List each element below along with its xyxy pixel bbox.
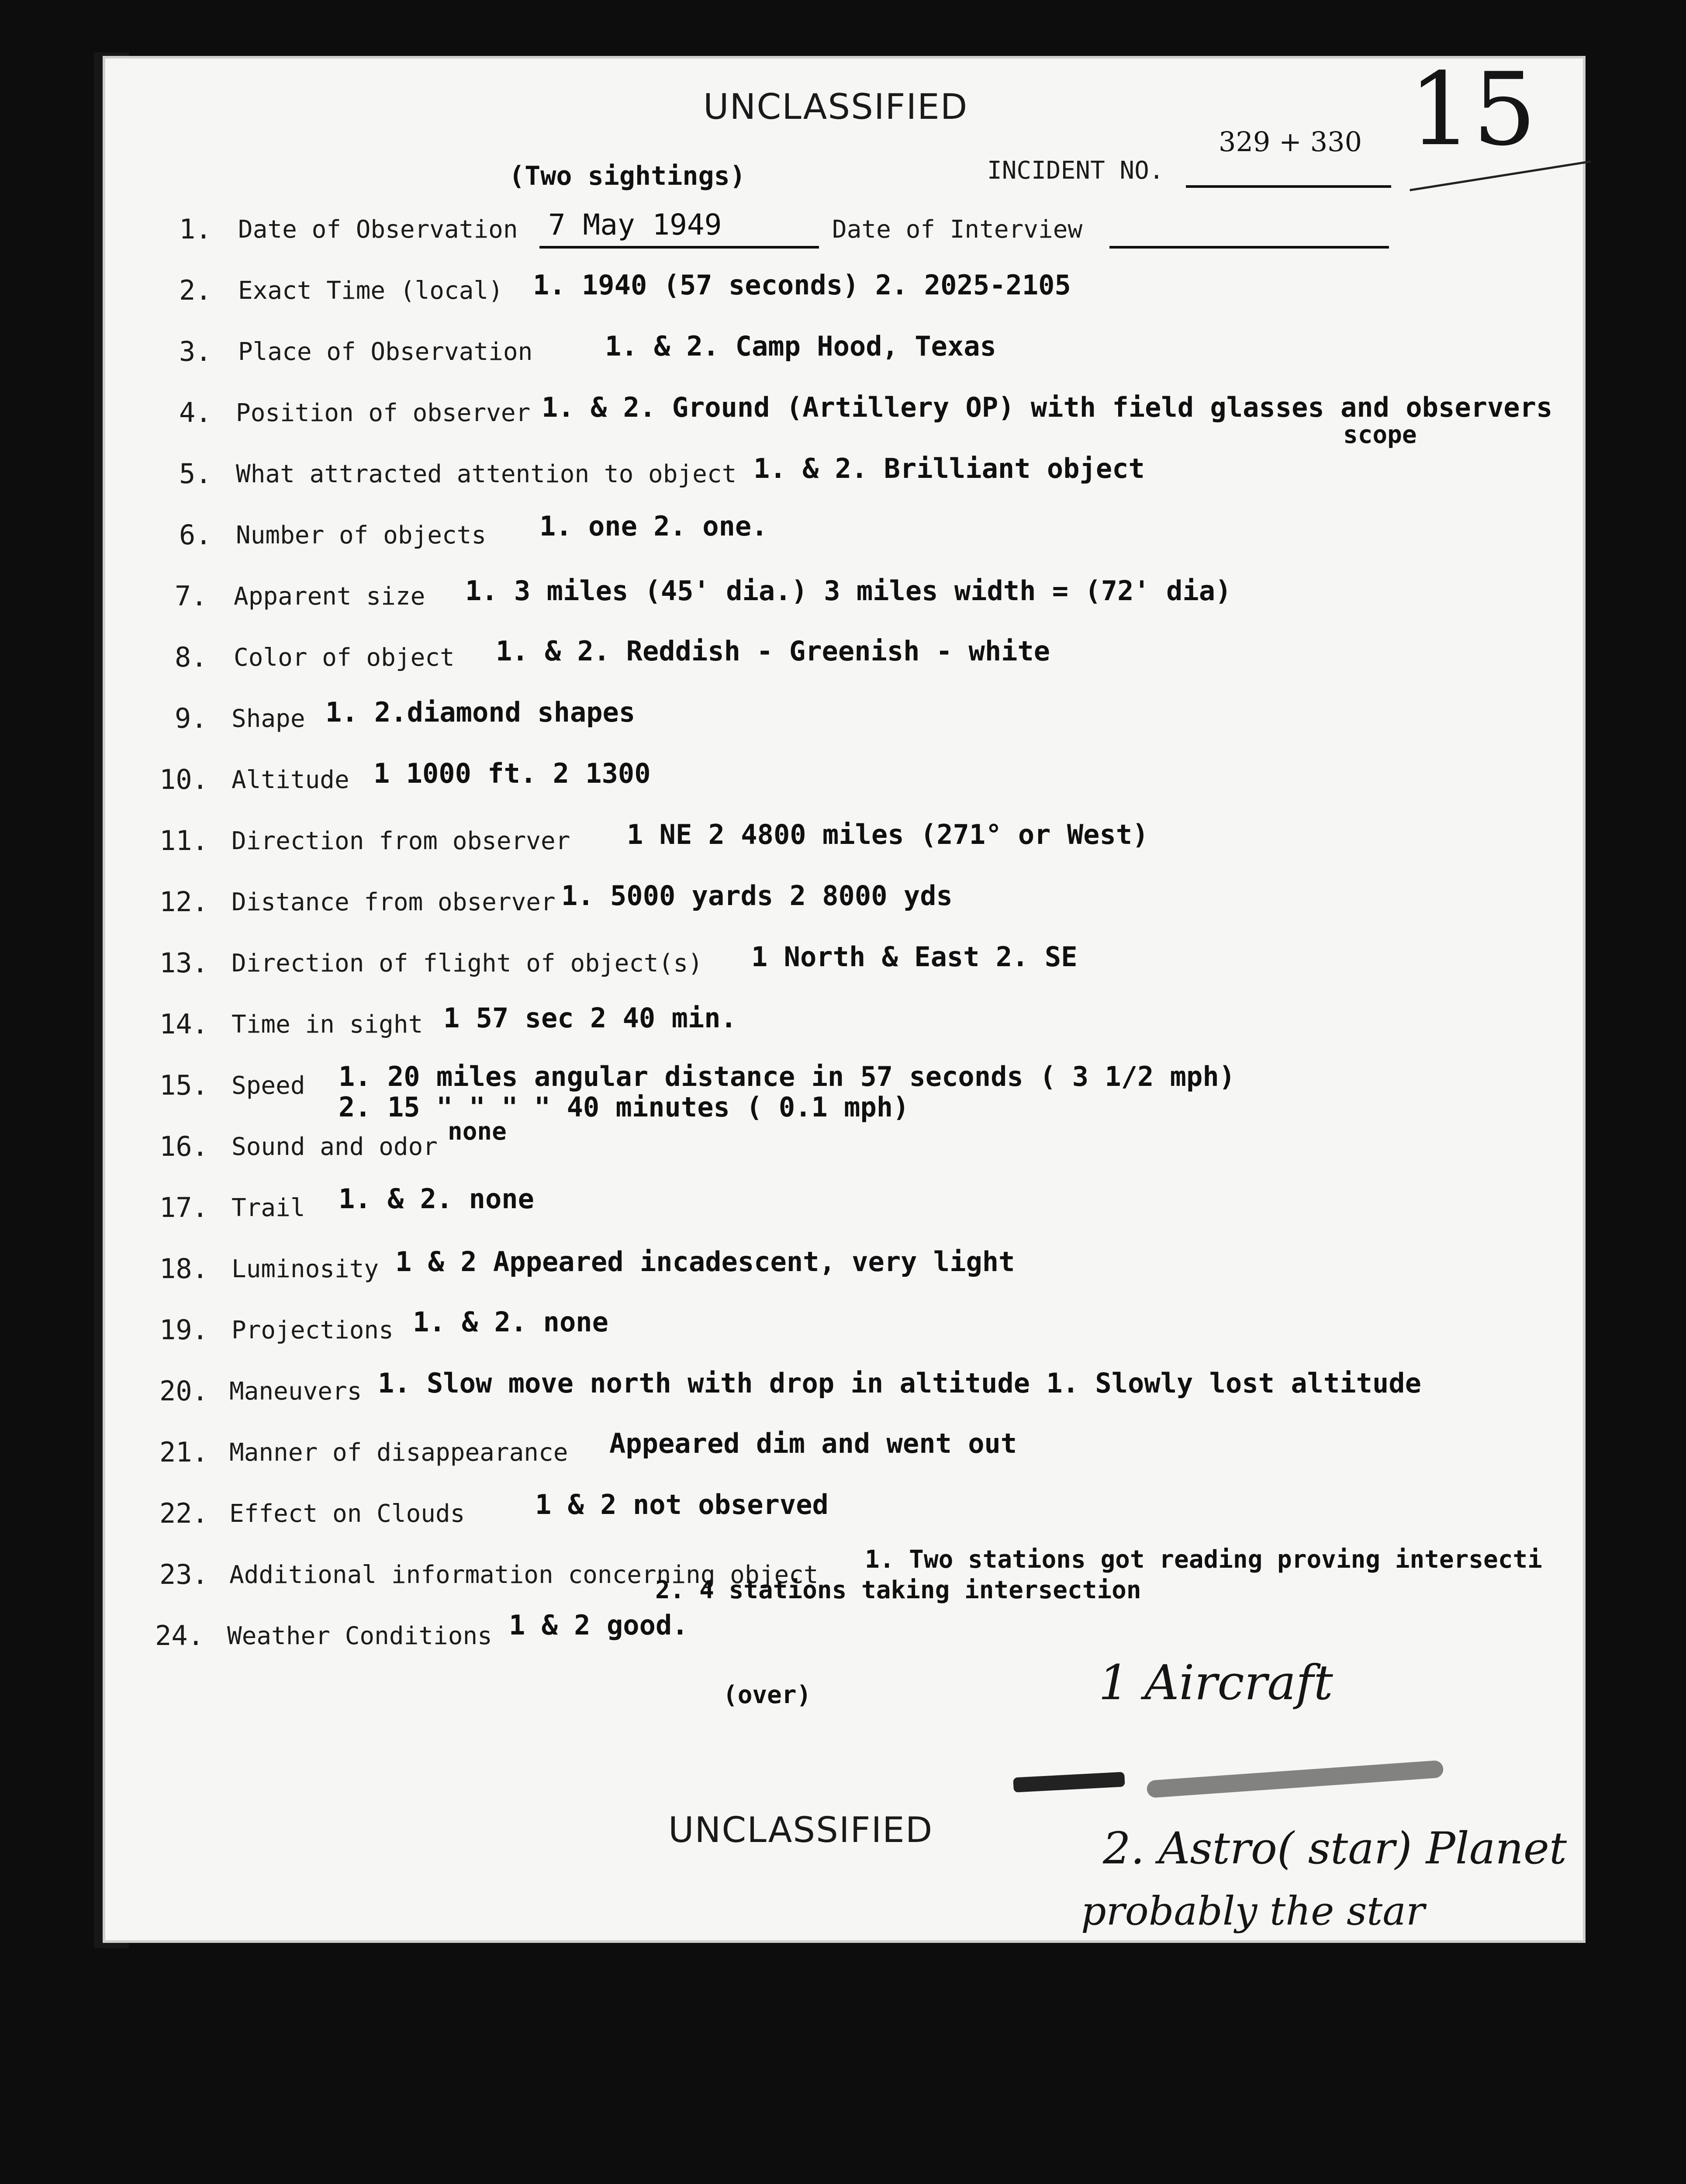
handwritten-note-aircraft: 1 Aircraft: [1099, 1655, 1333, 1711]
item-value: 1. 2.diamond shapes: [325, 696, 636, 728]
handwritten-page-mark: 15: [1409, 52, 1537, 168]
item-value: 1 1000 ft. 2 1300: [373, 757, 651, 789]
item-label: Distance from observer: [231, 888, 556, 916]
incident-underline: [1186, 185, 1391, 188]
item-number: 4.: [179, 397, 212, 429]
item-label: Number of objects: [236, 521, 487, 549]
item-value: 1. Slow move north with drop in altitude 1. Slowly lost altitude: [378, 1367, 1421, 1399]
incident-label: INCIDENT NO.: [987, 156, 1164, 185]
incident-number: 329 + 330: [1219, 126, 1362, 158]
interview-label: Date of Interview: [832, 215, 1083, 244]
item-label: Maneuvers: [229, 1377, 362, 1406]
item-label: Projections: [231, 1316, 394, 1344]
item-value: Appeared dim and went out: [609, 1427, 1017, 1459]
item-number: 7.: [175, 580, 207, 612]
item-label: Exact Time (local): [238, 276, 503, 305]
date-underline: [539, 246, 819, 249]
item-label: Direction of flight of object(s): [231, 949, 703, 978]
item-label: Sound and odor: [231, 1133, 438, 1161]
item-number: 3.: [179, 335, 212, 367]
item-value: 1. 20 miles angular distance in 57 seconds ( 3 1/2 mph): [339, 1061, 1235, 1092]
item-number: 12.: [159, 886, 208, 918]
item-number: 13.: [159, 947, 208, 979]
item-label: Manner of disappearance: [229, 1438, 568, 1467]
item-number: 23.: [159, 1559, 208, 1590]
item-label: What attracted attention to object: [236, 460, 737, 488]
interview-underline: [1109, 246, 1389, 249]
item-value: 1 NE 2 4800 miles (271° or West): [627, 819, 1149, 850]
item-number: 16.: [159, 1130, 208, 1162]
item-label: Altitude: [231, 766, 349, 794]
item-value: 1. 3 miles (45' dia.) 3 miles width = (72' dia): [465, 575, 1232, 607]
item-label: Speed: [231, 1071, 305, 1100]
item-value: 1. one 2. one.: [539, 510, 768, 542]
item-label: Effect on Clouds: [229, 1500, 465, 1528]
item-value: 1. & 2. Reddish - Greenish - white: [496, 635, 1050, 667]
sightings-note: (Two sightings): [509, 161, 746, 191]
item-label: Position of observer: [236, 399, 531, 427]
item-label: Weather Conditions: [227, 1622, 492, 1650]
item-label: Place of Observation: [238, 338, 533, 366]
item-number: 20.: [159, 1375, 208, 1407]
item-number: 6.: [179, 519, 212, 551]
item-value: 1. 5000 yards 2 8000 yds: [561, 880, 953, 912]
item-label: Direction from observer: [231, 827, 570, 855]
item-number: 18.: [159, 1253, 208, 1285]
redaction-scribble: [1013, 1772, 1125, 1792]
item-value-continued: 2. 15 " " " " 40 minutes ( 0.1 mph): [339, 1091, 909, 1123]
handwritten-note-star: probably the star: [1081, 1888, 1425, 1934]
item-number: 9.: [175, 702, 207, 734]
item-value: 1 & 2 not observed: [535, 1489, 829, 1521]
item-label: Luminosity: [231, 1255, 379, 1283]
item-label: Trail: [231, 1194, 305, 1222]
item-number: 17.: [159, 1192, 208, 1223]
item-value: 1. & 2. none: [413, 1306, 608, 1338]
item-number: 1.: [179, 213, 212, 245]
item-value-continued: scope: [1343, 421, 1417, 449]
item-label: Date of Observation: [238, 215, 518, 244]
item-number: 5.: [179, 458, 212, 490]
item-value: 1. & 2. Brilliant object: [753, 453, 1145, 484]
over-note: (over): [723, 1681, 812, 1709]
item-number: 11.: [159, 825, 208, 857]
item-number: 24.: [155, 1620, 204, 1652]
item-number: 8.: [175, 641, 207, 673]
document-page: [103, 52, 1586, 1943]
redaction-scribble: [1146, 1760, 1444, 1798]
item-number: 10.: [159, 764, 208, 795]
item-value: 1. & 2. Camp Hood, Texas: [605, 330, 996, 362]
item-number: 22.: [159, 1497, 208, 1529]
item-value: 1 North & East 2. SE: [751, 941, 1078, 973]
classification-stamp-top: UNCLASSIFIED: [703, 86, 968, 127]
item-number: 19.: [159, 1314, 208, 1346]
item-label: Time in sight: [231, 1010, 423, 1039]
item-value: 7 May 1949: [548, 208, 722, 242]
item-label: Shape: [231, 705, 305, 733]
item-number: 15.: [159, 1069, 208, 1101]
classification-stamp-bottom: UNCLASSIFIED: [668, 1810, 933, 1850]
item-label: Additional information concerning object: [229, 1561, 819, 1589]
item-value: 1. & 2. Ground (Artillery OP) with field glasses and observers: [542, 391, 1553, 423]
item-value: 1 & 2 good.: [509, 1609, 688, 1641]
item-label: Apparent size: [234, 582, 425, 611]
item-label: Color of object: [234, 643, 455, 672]
item-value-continued: 2. 4 stations taking intersection: [655, 1576, 1141, 1604]
item-value: none: [448, 1117, 507, 1146]
handwritten-note-astro: 2. Astro( star) Planet: [1103, 1823, 1567, 1874]
item-value: 1. Two stations got reading proving intersecti: [865, 1545, 1542, 1574]
item-value: 1 57 sec 2 40 min.: [443, 1002, 737, 1034]
item-value: 1 & 2 Appeared incadescent, very light: [395, 1246, 1015, 1278]
item-number: 2.: [179, 274, 212, 306]
item-value: 1. & 2. none: [339, 1183, 534, 1215]
item-value: 1. 1940 (57 seconds) 2. 2025-2105: [533, 269, 1071, 301]
item-number: 14.: [159, 1008, 208, 1040]
item-number: 21.: [159, 1436, 208, 1468]
